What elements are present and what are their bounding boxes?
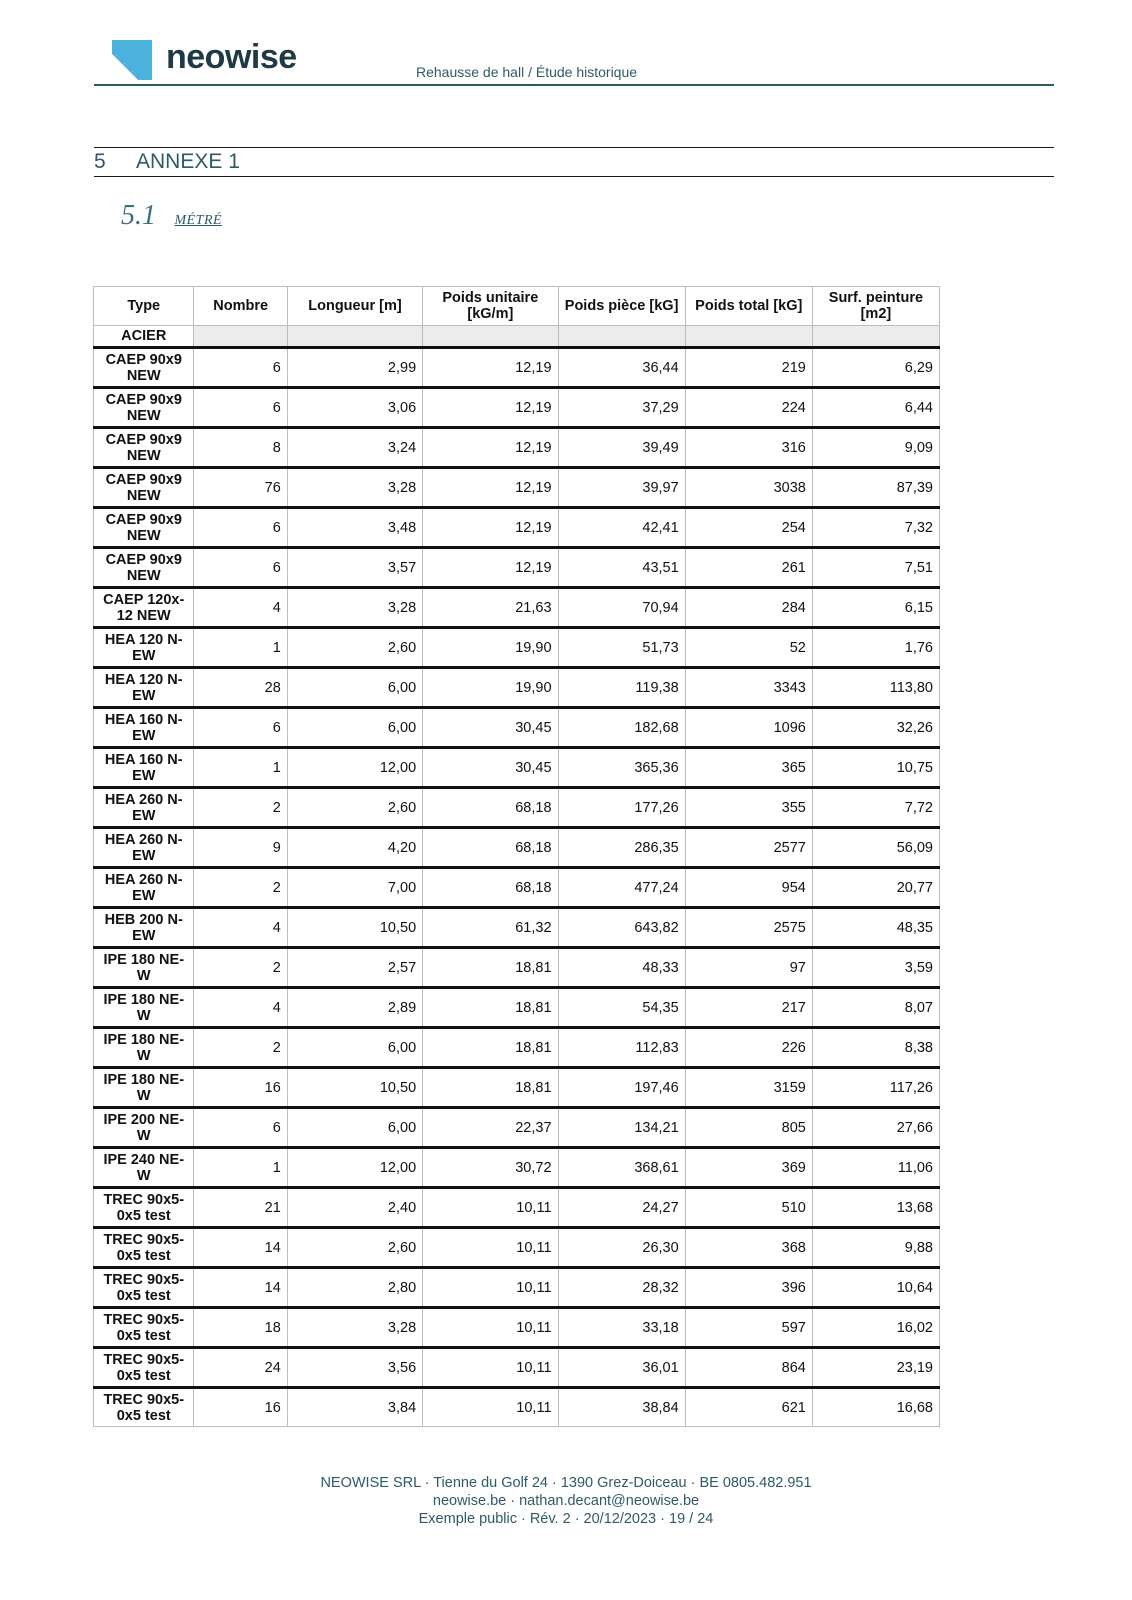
page-footer: [0, 1474, 1132, 1528]
table-row: [94, 948, 940, 988]
cell-longueur: 12,00: [287, 748, 422, 788]
cell-nombre: 1: [194, 1148, 287, 1188]
cell-nombre: 16: [194, 1388, 287, 1427]
cell-poids-piece: 112,83: [558, 1028, 685, 1068]
cell-surf-peinture: 6,15: [812, 588, 939, 628]
table-row: [94, 828, 940, 868]
cell-surf-peinture: 117,26: [812, 1068, 939, 1108]
cell-longueur: 2,80: [287, 1268, 422, 1308]
cell-poids-unitaire: 12,19: [423, 468, 558, 508]
table-row: [94, 628, 940, 668]
cell-poids-piece: 36,01: [558, 1348, 685, 1388]
table-header-row: [94, 287, 940, 326]
table-row: [94, 708, 940, 748]
document-title: Rehausse de hall / Étude historique: [416, 64, 638, 80]
cell-nombre: 2: [194, 788, 287, 828]
cell-poids-piece: 42,41: [558, 508, 685, 548]
cell-poids-total: 254: [685, 508, 812, 548]
cell-poids-piece: 182,68: [558, 708, 685, 748]
cell-type: CAEP 90x9 NEW: [94, 508, 194, 548]
cell-poids-piece: 54,35: [558, 988, 685, 1028]
cell-surf-peinture: 32,26: [812, 708, 939, 748]
cell-poids-total: 261: [685, 548, 812, 588]
cell-surf-peinture: 9,09: [812, 428, 939, 468]
cell-poids-total: 316: [685, 428, 812, 468]
cell-poids-unitaire: 18,81: [423, 948, 558, 988]
cell-surf-peinture: 6,29: [812, 348, 939, 388]
cell-longueur: 10,50: [287, 908, 422, 948]
cell-longueur: 6,00: [287, 1028, 422, 1068]
cell-poids-unitaire: 12,19: [423, 508, 558, 548]
cell-poids-unitaire: 10,11: [423, 1268, 558, 1308]
cell-longueur: 4,20: [287, 828, 422, 868]
cell-nombre: 14: [194, 1228, 287, 1268]
page-header: [94, 34, 1054, 86]
cell-poids-piece: 368,61: [558, 1148, 685, 1188]
footer-revision-line: Exemple public · Rév. 2 · 20/12/2023 · 19 / 24: [418, 1511, 714, 1527]
cell-poids-unitaire: 10,11: [423, 1388, 558, 1427]
cell-surf-peinture: 27,66: [812, 1108, 939, 1148]
cell-poids-total: 805: [685, 1108, 812, 1148]
cell-type: CAEP 90x9 NEW: [94, 388, 194, 428]
cell-poids-unitaire: 18,81: [423, 988, 558, 1028]
cell-nombre: 4: [194, 908, 287, 948]
cell-surf-peinture: 1,76: [812, 628, 939, 668]
cell-poids-piece: 43,51: [558, 548, 685, 588]
table-row: [94, 348, 940, 388]
cell-poids-total: 369: [685, 1148, 812, 1188]
cell-poids-total: 2575: [685, 908, 812, 948]
cell-longueur: 3,06: [287, 388, 422, 428]
table-row: [94, 868, 940, 908]
cell-poids-piece: 477,24: [558, 868, 685, 908]
col-header-poids-total: Poids total [kG]: [685, 287, 812, 326]
cell-poids-unitaire: 18,81: [423, 1028, 558, 1068]
table-row: [94, 588, 940, 628]
cell-longueur: 2,89: [287, 988, 422, 1028]
cell-type: CAEP 90x9 NEW: [94, 468, 194, 508]
table-row: [94, 428, 940, 468]
cell-longueur: 3,24: [287, 428, 422, 468]
cell-poids-piece: 33,18: [558, 1308, 685, 1348]
col-header-surf-peinture: Surf. peinture [m2]: [812, 287, 939, 326]
cell-surf-peinture: 23,19: [812, 1348, 939, 1388]
cell-poids-unitaire: 68,18: [423, 788, 558, 828]
cell-nombre: 6: [194, 548, 287, 588]
cell-longueur: 3,28: [287, 468, 422, 508]
cell-surf-peinture: 7,72: [812, 788, 939, 828]
cell-nombre: 4: [194, 588, 287, 628]
cell-longueur: 2,60: [287, 628, 422, 668]
cell-poids-total: 368: [685, 1228, 812, 1268]
cell-poids-unitaire: 21,63: [423, 588, 558, 628]
cell-poids-piece: 119,38: [558, 668, 685, 708]
cell-poids-unitaire: 19,90: [423, 628, 558, 668]
table-row: [94, 1348, 940, 1388]
cell-nombre: 18: [194, 1308, 287, 1348]
cell-nombre: 16: [194, 1068, 287, 1108]
cell-poids-piece: 643,82: [558, 908, 685, 948]
cell-surf-peinture: 3,59: [812, 948, 939, 988]
cell-type: CAEP 90x9 NEW: [94, 348, 194, 388]
table-row: [94, 748, 940, 788]
cell-surf-peinture: 13,68: [812, 1188, 939, 1228]
cell-poids-piece: 37,29: [558, 388, 685, 428]
cell-longueur: 12,00: [287, 1148, 422, 1188]
cell-nombre: 6: [194, 388, 287, 428]
cell-poids-unitaire: 12,19: [423, 428, 558, 468]
cell-poids-piece: 134,21: [558, 1108, 685, 1148]
col-header-poids-piece: Poids pièce [kG]: [558, 287, 685, 326]
cell-poids-unitaire: 10,11: [423, 1188, 558, 1228]
footer-contact-line: neowise.be · nathan.decant@neowise.be: [432, 1493, 700, 1509]
cell-poids-unitaire: 12,19: [423, 548, 558, 588]
cell-type: HEB 200 N-EW: [94, 908, 194, 948]
cell-poids-piece: 286,35: [558, 828, 685, 868]
table-row: [94, 388, 940, 428]
cell-poids-unitaire: 18,81: [423, 1068, 558, 1108]
cell-type: CAEP 90x9 NEW: [94, 548, 194, 588]
cell-poids-unitaire: 61,32: [423, 908, 558, 948]
cell-poids-total: 365: [685, 748, 812, 788]
cell-surf-peinture: 9,88: [812, 1228, 939, 1268]
cell-poids-piece: 70,94: [558, 588, 685, 628]
cell-surf-peinture: 16,02: [812, 1308, 939, 1348]
cell-poids-total: 3159: [685, 1068, 812, 1108]
section-title: ANNEXE 1: [136, 150, 240, 173]
cell-longueur: 2,57: [287, 948, 422, 988]
cell-type: IPE 180 NE-W: [94, 948, 194, 988]
cell-type: TREC 90x5-0x5 test: [94, 1388, 194, 1427]
subsection-number: 5.1: [121, 200, 156, 231]
cell-type: HEA 120 N-EW: [94, 668, 194, 708]
cell-poids-piece: 36,44: [558, 348, 685, 388]
table-row: [94, 1068, 940, 1108]
cell-poids-piece: 39,49: [558, 428, 685, 468]
metre-table: [93, 286, 940, 1427]
cell-poids-total: 97: [685, 948, 812, 988]
cell-nombre: 28: [194, 668, 287, 708]
table-row: [94, 988, 940, 1028]
cell-surf-peinture: 10,75: [812, 748, 939, 788]
cell-nombre: 2: [194, 1028, 287, 1068]
cell-nombre: 6: [194, 1108, 287, 1148]
cell-nombre: 14: [194, 1268, 287, 1308]
cell-poids-unitaire: 10,11: [423, 1348, 558, 1388]
cell-poids-total: 396: [685, 1268, 812, 1308]
col-header-nombre: Nombre: [194, 287, 287, 326]
cell-longueur: 6,00: [287, 668, 422, 708]
cell-nombre: 1: [194, 748, 287, 788]
cell-poids-piece: 39,97: [558, 468, 685, 508]
col-header-type: Type: [94, 287, 194, 326]
cell-longueur: 3,28: [287, 1308, 422, 1348]
cell-nombre: 8: [194, 428, 287, 468]
table-row: [94, 1108, 940, 1148]
table-row: [94, 1028, 940, 1068]
cell-poids-total: 864: [685, 1348, 812, 1388]
cell-type: IPE 180 NE-W: [94, 1028, 194, 1068]
cell-nombre: 9: [194, 828, 287, 868]
cell-poids-piece: 28,32: [558, 1268, 685, 1308]
cell-type: HEA 260 N-EW: [94, 788, 194, 828]
cell-longueur: 3,57: [287, 548, 422, 588]
cell-poids-total: 3038: [685, 468, 812, 508]
table-row: [94, 1308, 940, 1348]
cell-poids-unitaire: 30,45: [423, 748, 558, 788]
col-header-longueur: Longueur [m]: [287, 287, 422, 326]
table-row: [94, 548, 940, 588]
neowise-logo-icon: [112, 40, 152, 80]
table-row: [94, 1388, 940, 1427]
cell-poids-unitaire: 10,11: [423, 1228, 558, 1268]
cell-type: HEA 120 N-EW: [94, 628, 194, 668]
cell-surf-peinture: 10,64: [812, 1268, 939, 1308]
cell-nombre: 1: [194, 628, 287, 668]
cell-poids-total: 217: [685, 988, 812, 1028]
cell-longueur: 2,60: [287, 1228, 422, 1268]
cell-poids-total: 226: [685, 1028, 812, 1068]
cell-type: IPE 240 NE-W: [94, 1148, 194, 1188]
cell-poids-unitaire: 22,37: [423, 1108, 558, 1148]
cell-longueur: 3,56: [287, 1348, 422, 1388]
cell-surf-peinture: 7,32: [812, 508, 939, 548]
cell-poids-piece: 197,46: [558, 1068, 685, 1108]
cell-longueur: 3,28: [287, 588, 422, 628]
table-row: [94, 1228, 940, 1268]
cell-nombre: 6: [194, 508, 287, 548]
cell-type: TREC 90x5-0x5 test: [94, 1228, 194, 1268]
cell-poids-total: 510: [685, 1188, 812, 1228]
cell-poids-total: 3343: [685, 668, 812, 708]
table-row: [94, 468, 940, 508]
subsection-title: MÉTRÉ: [174, 213, 223, 228]
section-number: 5: [94, 150, 106, 173]
cell-nombre: 76: [194, 468, 287, 508]
cell-type: HEA 260 N-EW: [94, 828, 194, 868]
cell-type: IPE 180 NE-W: [94, 988, 194, 1028]
cell-nombre: 2: [194, 948, 287, 988]
cell-type: TREC 90x5-0x5 test: [94, 1268, 194, 1308]
subsection-heading: [121, 200, 222, 232]
cell-type: CAEP 90x9 NEW: [94, 428, 194, 468]
cell-nombre: 2: [194, 868, 287, 908]
cell-poids-piece: 26,30: [558, 1228, 685, 1268]
cell-longueur: 2,99: [287, 348, 422, 388]
col-header-poids-unitaire: Poids unitaire [kG/m]: [423, 287, 558, 326]
cell-surf-peinture: 48,35: [812, 908, 939, 948]
cell-surf-peinture: 8,38: [812, 1028, 939, 1068]
cell-nombre: 24: [194, 1348, 287, 1388]
cell-type: IPE 180 NE-W: [94, 1068, 194, 1108]
cell-type: HEA 160 N-EW: [94, 708, 194, 748]
cell-longueur: 7,00: [287, 868, 422, 908]
cell-poids-piece: 38,84: [558, 1388, 685, 1427]
cell-poids-unitaire: 30,45: [423, 708, 558, 748]
brand-name: neowise: [166, 38, 297, 76]
cell-poids-piece: 24,27: [558, 1188, 685, 1228]
cell-poids-total: 1096: [685, 708, 812, 748]
table-row: [94, 1268, 940, 1308]
cell-type: TREC 90x5-0x5 test: [94, 1188, 194, 1228]
cell-surf-peinture: 56,09: [812, 828, 939, 868]
cell-surf-peinture: 11,06: [812, 1148, 939, 1188]
cell-poids-piece: 177,26: [558, 788, 685, 828]
table-row: [94, 1148, 940, 1188]
cell-surf-peinture: 16,68: [812, 1388, 939, 1427]
cell-longueur: 6,00: [287, 1108, 422, 1148]
cell-poids-unitaire: 12,19: [423, 388, 558, 428]
cell-poids-piece: 48,33: [558, 948, 685, 988]
cell-poids-total: 284: [685, 588, 812, 628]
cell-poids-total: 219: [685, 348, 812, 388]
cell-nombre: 6: [194, 708, 287, 748]
section-heading: [94, 147, 1054, 177]
table-row: [94, 668, 940, 708]
table-row: [94, 908, 940, 948]
cell-type: TREC 90x5-0x5 test: [94, 1308, 194, 1348]
cell-poids-unitaire: 10,11: [423, 1308, 558, 1348]
cell-longueur: 6,00: [287, 708, 422, 748]
cell-poids-total: 954: [685, 868, 812, 908]
cell-nombre: 6: [194, 348, 287, 388]
cell-surf-peinture: 113,80: [812, 668, 939, 708]
cell-surf-peinture: 87,39: [812, 468, 939, 508]
cell-poids-piece: 51,73: [558, 628, 685, 668]
cell-poids-unitaire: 12,19: [423, 348, 558, 388]
cell-type: TREC 90x5-0x5 test: [94, 1348, 194, 1388]
cell-poids-piece: 365,36: [558, 748, 685, 788]
cell-poids-unitaire: 30,72: [423, 1148, 558, 1188]
cell-poids-total: 52: [685, 628, 812, 668]
table-row: [94, 1188, 940, 1228]
cell-poids-total: 355: [685, 788, 812, 828]
group-label: ACIER: [94, 326, 194, 348]
cell-nombre: 21: [194, 1188, 287, 1228]
table-body: [94, 326, 940, 1427]
cell-type: IPE 200 NE-W: [94, 1108, 194, 1148]
cell-poids-unitaire: 68,18: [423, 828, 558, 868]
table-row: [94, 508, 940, 548]
cell-poids-total: 224: [685, 388, 812, 428]
cell-type: CAEP 120x-12 NEW: [94, 588, 194, 628]
cell-longueur: 10,50: [287, 1068, 422, 1108]
cell-longueur: 2,60: [287, 788, 422, 828]
table-row: [94, 788, 940, 828]
cell-surf-peinture: 6,44: [812, 388, 939, 428]
footer-company-line: NEOWISE SRL · Tienne du Golf 24 · 1390 Grez-Doiceau · BE 0805.482.951: [320, 1475, 812, 1491]
cell-nombre: 4: [194, 988, 287, 1028]
cell-longueur: 3,84: [287, 1388, 422, 1427]
cell-type: HEA 160 N-EW: [94, 748, 194, 788]
group-row: [94, 326, 940, 348]
cell-longueur: 2,40: [287, 1188, 422, 1228]
cell-type: HEA 260 N-EW: [94, 868, 194, 908]
cell-longueur: 3,48: [287, 508, 422, 548]
cell-poids-total: 2577: [685, 828, 812, 868]
cell-poids-total: 597: [685, 1308, 812, 1348]
cell-poids-unitaire: 19,90: [423, 668, 558, 708]
cell-poids-total: 621: [685, 1388, 812, 1427]
cell-surf-peinture: 20,77: [812, 868, 939, 908]
cell-surf-peinture: 8,07: [812, 988, 939, 1028]
cell-surf-peinture: 7,51: [812, 548, 939, 588]
cell-poids-unitaire: 68,18: [423, 868, 558, 908]
